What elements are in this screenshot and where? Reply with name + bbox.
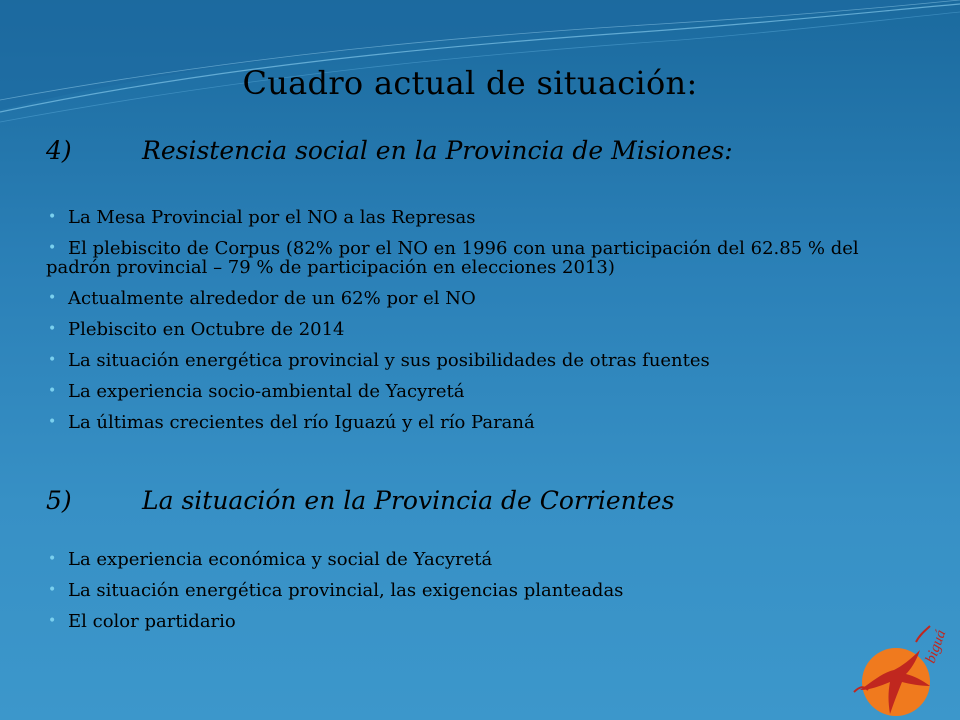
list-item: • La experiencia socio-ambiental de Yacyretá — [48, 381, 465, 402]
list-item: • Plebiscito en Octubre de 2014 — [48, 319, 345, 340]
section-heading-5 — [46, 486, 674, 515]
list-item: • La situación energética provincial, las exigencias planteadas — [48, 580, 624, 601]
bullet-icon: • — [48, 383, 57, 399]
list-item: • Actualmente alrededor de un 62% por el NO — [48, 288, 476, 309]
list-item: • La experiencia económica y social de Yacyretá — [48, 549, 493, 570]
bullet-icon: • — [48, 414, 57, 430]
list-item: • La Mesa Provincial por el NO a las Represas — [48, 207, 476, 228]
list-item: • La últimas crecientes del río Iguazú y el río Paraná — [48, 412, 535, 433]
slide-title: Cuadro actual de situación: — [242, 64, 698, 102]
bullet-icon: • — [48, 240, 57, 256]
bullet-icon: • — [48, 582, 57, 598]
bullet-icon: • — [48, 613, 57, 629]
list-item: • El color partidario — [48, 611, 236, 632]
section-number: 5) — [46, 486, 72, 515]
section-heading-4 — [46, 136, 733, 165]
list-item: • El plebiscito de Corpus (82% por el NO en 1996 con una participación del 62.85 % del padrón provincial – 79 % de participación en elecciones 2013) — [46, 238, 859, 278]
bullet-icon: • — [48, 290, 57, 306]
section-number: 4) — [46, 136, 72, 165]
list-item: • La situación energética provincial y sus posibilidades de otras fuentes — [48, 350, 710, 371]
bullet-icon: • — [48, 321, 57, 337]
bullet-list-misiones — [46, 208, 876, 444]
logo-text: biguá — [922, 627, 950, 666]
bullet-icon: • — [48, 209, 57, 225]
section-heading-text: Resistencia social en la Provincia de Misiones: — [142, 136, 733, 165]
bullet-list-corrientes — [46, 550, 876, 643]
section-heading-text: La situación en la Provincia de Corrientes — [142, 486, 675, 515]
bullet-icon: • — [48, 352, 57, 368]
bullet-icon: • — [48, 551, 57, 567]
bird-sun-logo-icon — [850, 620, 960, 720]
